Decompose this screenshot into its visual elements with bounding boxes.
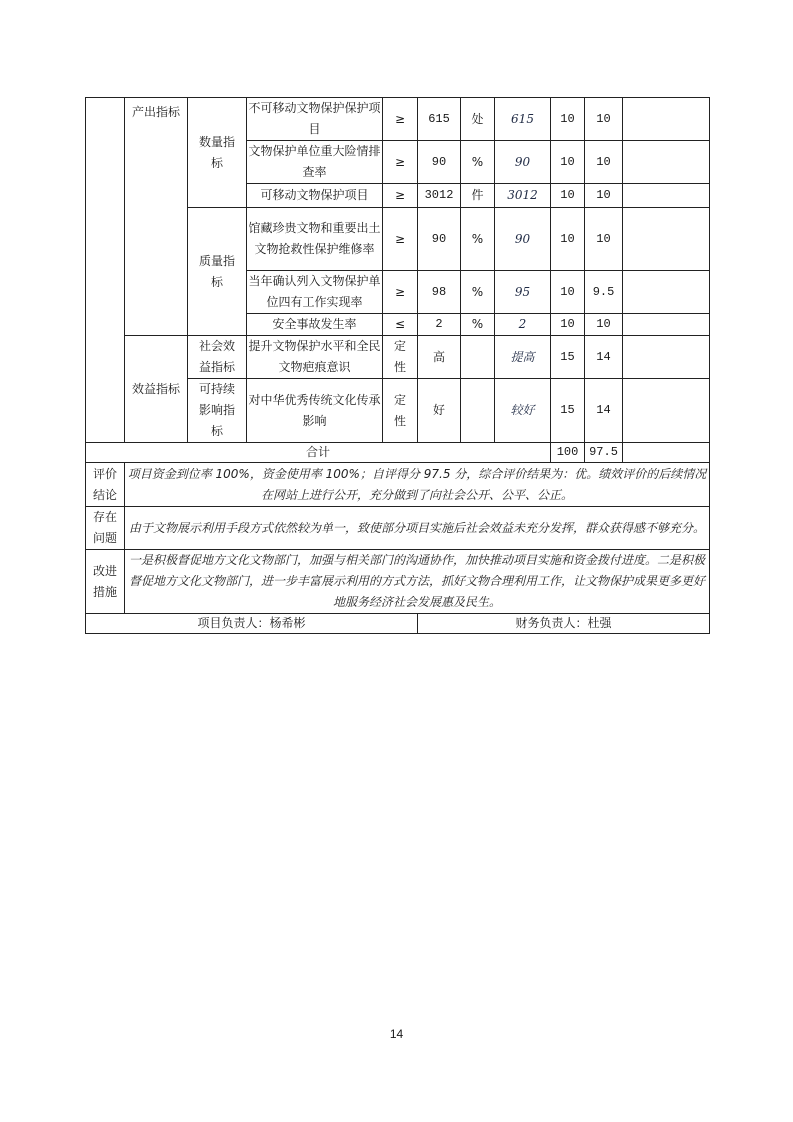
conclusion-row (86, 463, 710, 507)
target-value: 高 (418, 336, 461, 379)
unit: 件 (461, 184, 495, 208)
note (623, 379, 710, 443)
total-label: 合计 (86, 443, 551, 463)
unit: % (461, 141, 495, 184)
indicator-name: 不可移动文物保护保护项目 (247, 98, 383, 141)
unit: % (461, 271, 495, 314)
note (623, 98, 710, 141)
total-note (623, 443, 710, 463)
conclusion-text: 项目资金到位率 100%，资金使用率 100%；自评得分 97.5 分，综合评价结果为：优。绩效评价的后续情况在网站上进行公开，充分做到了向社会公开、公平、公正。 (125, 463, 710, 507)
indicator-name: 文物保护单位重大险情排查率 (247, 141, 383, 184)
operator: ≥ (383, 184, 418, 208)
blank-category-cell (86, 98, 125, 443)
operator: 定性 (383, 336, 418, 379)
actual-value: 615 (495, 98, 551, 141)
note (623, 336, 710, 379)
note (623, 314, 710, 336)
problems-label: 存在问题 (86, 507, 125, 550)
conclusion-label: 评价结论 (86, 463, 125, 507)
weight: 15 (551, 379, 585, 443)
level2-sustain: 可持续影响指标 (188, 379, 247, 443)
signature-row (86, 614, 710, 634)
problems-text: 由于文物展示利用手段方式依然较为单一，致使部分项目实施后社会效益未充分发挥，群众获得感不够充分。 (125, 507, 710, 550)
operator: ≥ (383, 208, 418, 271)
table-row (86, 336, 710, 379)
table-row (86, 98, 710, 141)
total-score: 97.5 (585, 443, 623, 463)
score: 9.5 (585, 271, 623, 314)
actual-value: 95 (495, 271, 551, 314)
weight: 10 (551, 271, 585, 314)
operator: ≥ (383, 141, 418, 184)
weight: 10 (551, 184, 585, 208)
page-number: 14 (389, 1027, 404, 1041)
level2-social: 社会效益指标 (188, 336, 247, 379)
indicator-name: 对中华优秀传统文化传承影响 (247, 379, 383, 443)
problems-row (86, 507, 710, 550)
improvements-row (86, 550, 710, 614)
unit: % (461, 314, 495, 336)
target-value: 2 (418, 314, 461, 336)
actual-value: 提高 (495, 336, 551, 379)
operator: ≥ (383, 271, 418, 314)
note (623, 184, 710, 208)
finance-lead: 财务负责人：杜强 (418, 614, 710, 634)
unit (461, 336, 495, 379)
score: 10 (585, 141, 623, 184)
indicator-name: 安全事故发生率 (247, 314, 383, 336)
score: 10 (585, 184, 623, 208)
operator: ≤ (383, 314, 418, 336)
unit: 处 (461, 98, 495, 141)
target-value: 98 (418, 271, 461, 314)
target-value: 90 (418, 141, 461, 184)
unit: % (461, 208, 495, 271)
actual-value: 3012 (495, 184, 551, 208)
target-value: 615 (418, 98, 461, 141)
target-value: 3012 (418, 184, 461, 208)
note (623, 208, 710, 271)
score: 14 (585, 336, 623, 379)
level1-benefit: 效益指标 (125, 336, 188, 443)
note (623, 271, 710, 314)
indicator-name: 当年确认列入文物保护单位四有工作实现率 (247, 271, 383, 314)
actual-value: 较好 (495, 379, 551, 443)
weight: 10 (551, 141, 585, 184)
level2-quality: 质量指标 (188, 208, 247, 336)
indicator-name: 可移动文物保护项目 (247, 184, 383, 208)
score: 14 (585, 379, 623, 443)
total-weight: 100 (551, 443, 585, 463)
unit (461, 379, 495, 443)
score: 10 (585, 98, 623, 141)
note (623, 141, 710, 184)
level2-quantity: 数量指标 (188, 98, 247, 208)
weight: 10 (551, 208, 585, 271)
operator: 定性 (383, 379, 418, 443)
score: 10 (585, 208, 623, 271)
total-row (86, 443, 710, 463)
target-value: 90 (418, 208, 461, 271)
weight: 10 (551, 314, 585, 336)
operator: ≥ (383, 98, 418, 141)
project-lead: 项目负责人：杨希彬 (86, 614, 418, 634)
level1-output: 产出指标 (125, 98, 188, 336)
target-value: 好 (418, 379, 461, 443)
weight: 15 (551, 336, 585, 379)
improvements-label: 改进措施 (86, 550, 125, 614)
performance-table (85, 97, 710, 634)
indicator-name: 馆藏珍贵文物和重要出土文物抢救性保护维修率 (247, 208, 383, 271)
improvements-text: 一是积极督促地方文化文物部门，加强与相关部门的沟通协作，加快推动项目实施和资金拨付进度。二是积极督促地方文化文物部门，进一步丰富展示利用的方式方法，抓好文物合理利用工作，让文物保护成果更多更好地服务经济社会发展惠及民生。 (125, 550, 710, 614)
actual-value: 2 (495, 314, 551, 336)
actual-value: 90 (495, 141, 551, 184)
score: 10 (585, 314, 623, 336)
actual-value: 90 (495, 208, 551, 271)
indicator-name: 提升文物保护水平和全民文物疤痕意识 (247, 336, 383, 379)
weight: 10 (551, 98, 585, 141)
